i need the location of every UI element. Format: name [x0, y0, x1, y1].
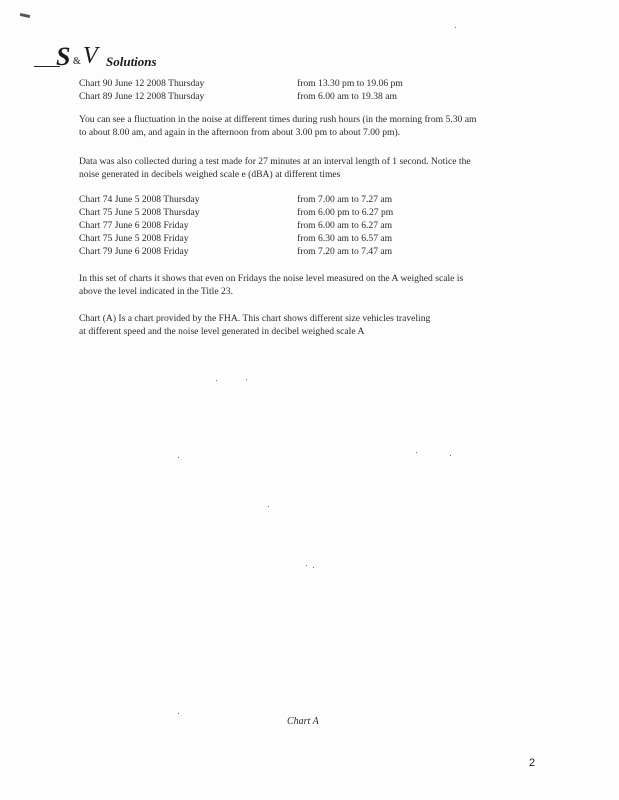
chart-row: [79, 77, 439, 90]
logo-ampersand: &: [73, 56, 81, 67]
company-logo: [34, 44, 194, 74]
scan-speck: [455, 27, 456, 28]
chart-label: Chart 90 June 12 2008 Thursday: [79, 78, 205, 89]
chart-label: Chart 89 June 12 2008 Thursday: [79, 91, 205, 102]
scan-speck: [268, 506, 269, 507]
paragraph-line: above the level indicated in the Title 23.: [79, 286, 234, 297]
chart-range: from 6.00 am to 6.27 am: [297, 220, 393, 231]
chart-label: Chart 79 June 6 2008 Friday: [79, 246, 189, 257]
chart-label: Chart 75 June 5 2008 Thursday: [79, 207, 200, 218]
chart-range: from 6.00 am to 19.38 am: [297, 91, 397, 102]
chart-range: from 7.20 am to 7.47 am: [297, 246, 393, 257]
figure-caption: Chart A: [287, 716, 319, 727]
scan-speck: [178, 457, 179, 458]
chart-range: from 6.30 am to 6.57 am: [297, 233, 393, 244]
scan-speck: [306, 565, 307, 566]
top-chart-list: [79, 77, 439, 103]
logo-word: Solutions: [106, 54, 157, 69]
scan-speck: [216, 380, 217, 381]
paragraph-line: at different speed and the noise level generated in decibel weighed scale A: [79, 326, 365, 337]
paragraph-fluctuation: [79, 113, 549, 139]
paragraph-line: Data was also collected during a test made for 27 minutes at an interval length of 1 second. Notice the: [79, 156, 471, 167]
paragraph-line: to about 8.00 am, and again in the afternoon from about 3.00 pm to about 7.00 pm).: [79, 127, 401, 138]
paragraph-line: noise generated in decibels weighed scale e (dBA) at different times: [79, 169, 341, 180]
scan-speck: [178, 713, 179, 714]
chart-row: [79, 219, 439, 232]
scan-mark: [20, 13, 30, 18]
chart-label: Chart 75 June 5 2008 Friday: [79, 233, 189, 244]
chart-row: [79, 193, 439, 206]
chart-label: Chart 77 June 6 2008 Friday: [79, 220, 189, 231]
scan-speck: [450, 455, 451, 456]
paragraph-fridays: [79, 272, 549, 298]
paragraph-line: In this set of charts it shows that even on Fridays the noise level measured on the A weighed scale is: [79, 273, 464, 284]
chart-label: Chart 74 June 5 2008 Thursday: [79, 194, 200, 205]
logo-s: S: [56, 42, 71, 71]
paragraph-line: You can see a fluctuation in the noise at different times during rush hours (in the morning from 5.30 am: [79, 114, 477, 125]
chart-row: [79, 232, 439, 245]
chart-range: from 6.00 pm to 6.27 pm: [297, 207, 394, 218]
chart-range: from 7.00 am to 7.27 am: [297, 194, 393, 205]
paragraph-line: Chart (A) Is a chart provided by the FHA. This chart shows different size vehicles traveling: [79, 313, 431, 324]
page-number: 2: [529, 757, 536, 769]
scan-speck: [246, 379, 247, 380]
paragraph-data-collection: [79, 155, 549, 181]
chart-row: [79, 90, 439, 103]
chart-row: [79, 245, 439, 258]
paragraph-chart-a: [79, 312, 549, 338]
mid-chart-list: [79, 193, 439, 258]
scan-speck: [416, 452, 417, 453]
chart-range: from 13.30 pm to 19.06 pm: [297, 78, 403, 89]
chart-row: [79, 206, 439, 219]
logo-v: V: [83, 43, 98, 69]
scan-speck: [313, 567, 314, 568]
